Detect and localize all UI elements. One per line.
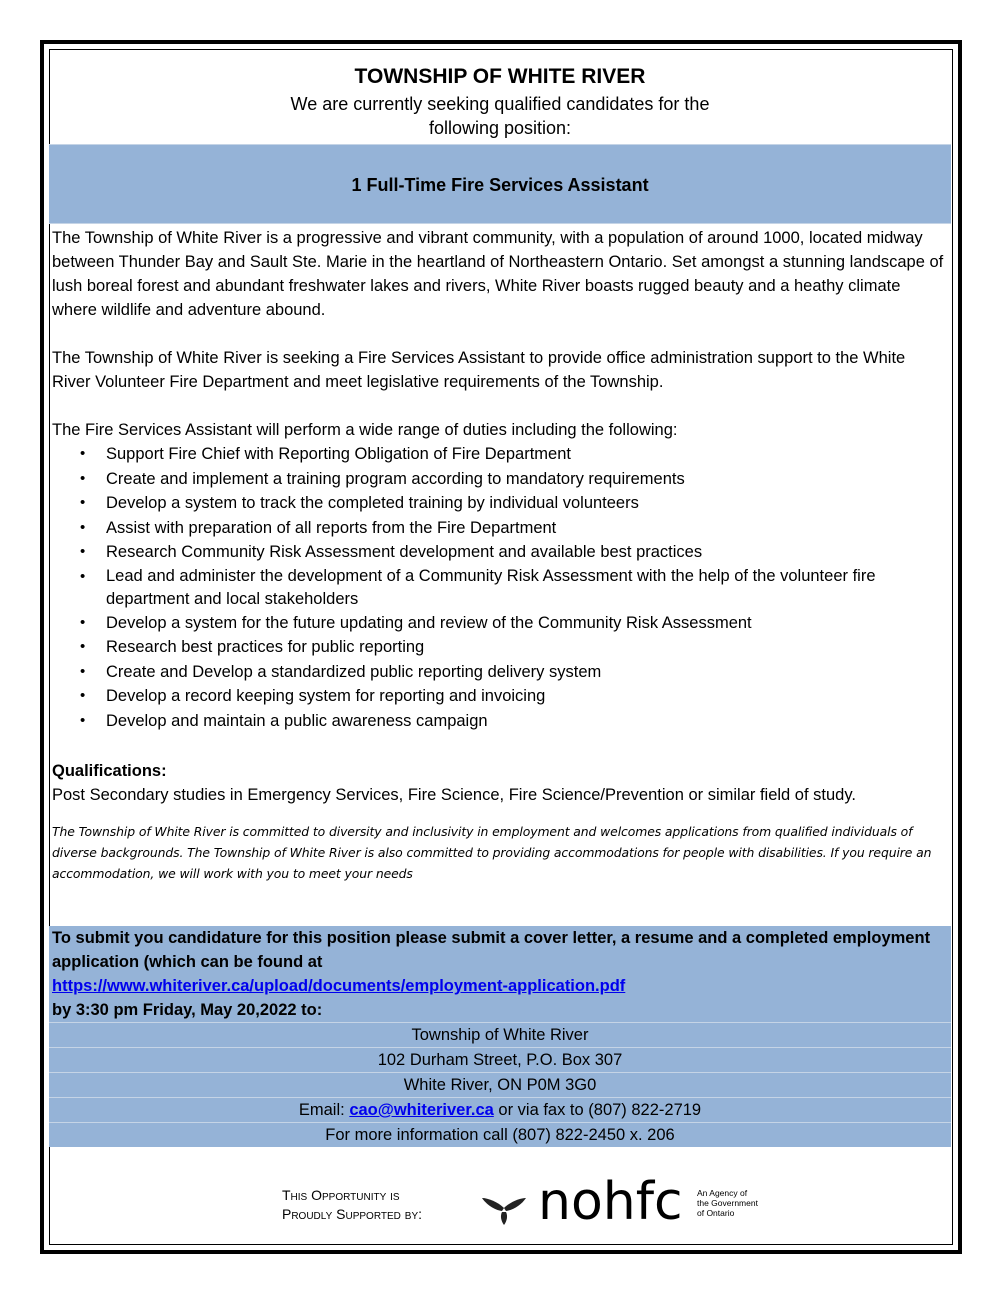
eeo-statement: The Township of White River is committed to diversity and inclusivity in employment and welcomes applications from qualified individuals of diverse backgrounds. The Township of White River is also committed to providing accommodations for people with disabilities. If you require an accommodation, we will work with you to meet your needs xyxy=(52,824,932,881)
address-street: 102 Durham Street, P.O. Box 307 xyxy=(49,1047,951,1072)
subtitle-line-1: We are currently seeking qualified candidates for the xyxy=(290,94,710,114)
email-label: Email: xyxy=(298,1101,350,1119)
agency-text xyxy=(697,1188,777,1218)
agency-line-3: of Ontario xyxy=(697,1208,735,1218)
page-border xyxy=(40,40,962,1254)
address-name: Township of White River xyxy=(49,1022,951,1047)
duties-intro: The Fire Services Assistant will perform a wide range of duties including the following: xyxy=(52,421,678,439)
address-city: White River, ON P0M 3G0 xyxy=(49,1072,951,1097)
application-link-line xyxy=(49,974,951,998)
email-link[interactable]: cao@whiteriver.ca xyxy=(349,1101,494,1119)
trillium-logo-icon xyxy=(480,1186,528,1226)
agency-line-1: An Agency of xyxy=(697,1188,748,1198)
list-item: • Develop a system to track the completed training by individual volunteers xyxy=(49,491,951,516)
sponsor-block xyxy=(282,1172,802,1236)
list-item: • Develop and maintain a public awareness campaign xyxy=(49,709,951,734)
seeking-paragraph: The Township of White River is seeking a Fire Services Assistant to provide office administration support to the White River Volunteer Fire Department and meet legislative requirements of the Township. xyxy=(52,349,906,391)
list-item: • Lead and administer the development of a Community Risk Assessment with the help of the volunteer fire department and local stakeholders xyxy=(49,565,951,611)
list-item: • Create and Develop a standardized public reporting delivery system xyxy=(49,660,951,685)
qualifications-heading: Qualifications: xyxy=(52,762,167,780)
list-item: • Research best practices for public reporting xyxy=(49,635,951,660)
list-item: • Develop a system for the future updating and review of the Community Risk Assessment xyxy=(49,611,951,636)
email-fax-line xyxy=(49,1097,951,1122)
subtitle-line-2: following position: xyxy=(428,118,572,138)
sponsor-line-2: Proudly Supported by: xyxy=(282,1206,422,1222)
description-section xyxy=(49,226,951,442)
community-paragraph: The Township of White River is a progressive and vibrant community, with a population of around 1000, located midway between Thunder Bay and Sault Ste. Marie in the heartland of Northeastern Ontario. Set amongst a stunning landscape of lush boreal forest and abundant freshwater lakes and rivers, White River boasts rugged beauty and a heathy climate where wildlife and adventure abound. xyxy=(52,229,944,319)
nohfc-logo-text: nohfc xyxy=(538,1172,683,1232)
list-item: • Support Fire Chief with Reporting Obligation of Fire Department xyxy=(49,442,951,467)
submission-deadline: by 3:30 pm Friday, May 20,2022 to: xyxy=(52,1001,323,1019)
page-title: TOWNSHIP OF WHITE RIVER xyxy=(354,65,646,88)
agency-line-2: the Government xyxy=(697,1198,758,1208)
position-banner xyxy=(49,144,951,224)
phone-line: For more information call (807) 822-2450 x. 206 xyxy=(49,1122,951,1147)
job-posting xyxy=(49,44,951,1147)
list-item: • Develop a record keeping system for reporting and invoicing xyxy=(49,684,951,709)
qualifications-section xyxy=(49,759,951,807)
list-item: • Create and implement a training program according to mandatory requirements xyxy=(49,467,951,492)
sponsor-text xyxy=(282,1186,422,1224)
position-title: 1 Full-Time Fire Services Assistant xyxy=(351,174,649,195)
list-item: • Research Community Risk Assessment development and available best practices xyxy=(49,540,951,565)
fax-text: or via fax to (807) 822-2719 xyxy=(493,1101,702,1119)
application-link[interactable]: https://www.whiteriver.ca/upload/documents/employment-application.pdf xyxy=(52,977,626,995)
sponsor-line-1: This Opportunity is xyxy=(282,1187,400,1203)
submission-instructions: To submit you candidature for this position please submit a cover letter, a resume and a completed employment application (which can be found at xyxy=(52,929,931,971)
submission-box xyxy=(49,926,951,1147)
list-item: • Assist with preparation of all reports from the Fire Department xyxy=(49,516,951,541)
qualifications-text: Post Secondary studies in Emergency Services, Fire Science, Fire Science/Prevention or similar field of study. xyxy=(52,786,856,804)
duties-list xyxy=(49,442,951,733)
